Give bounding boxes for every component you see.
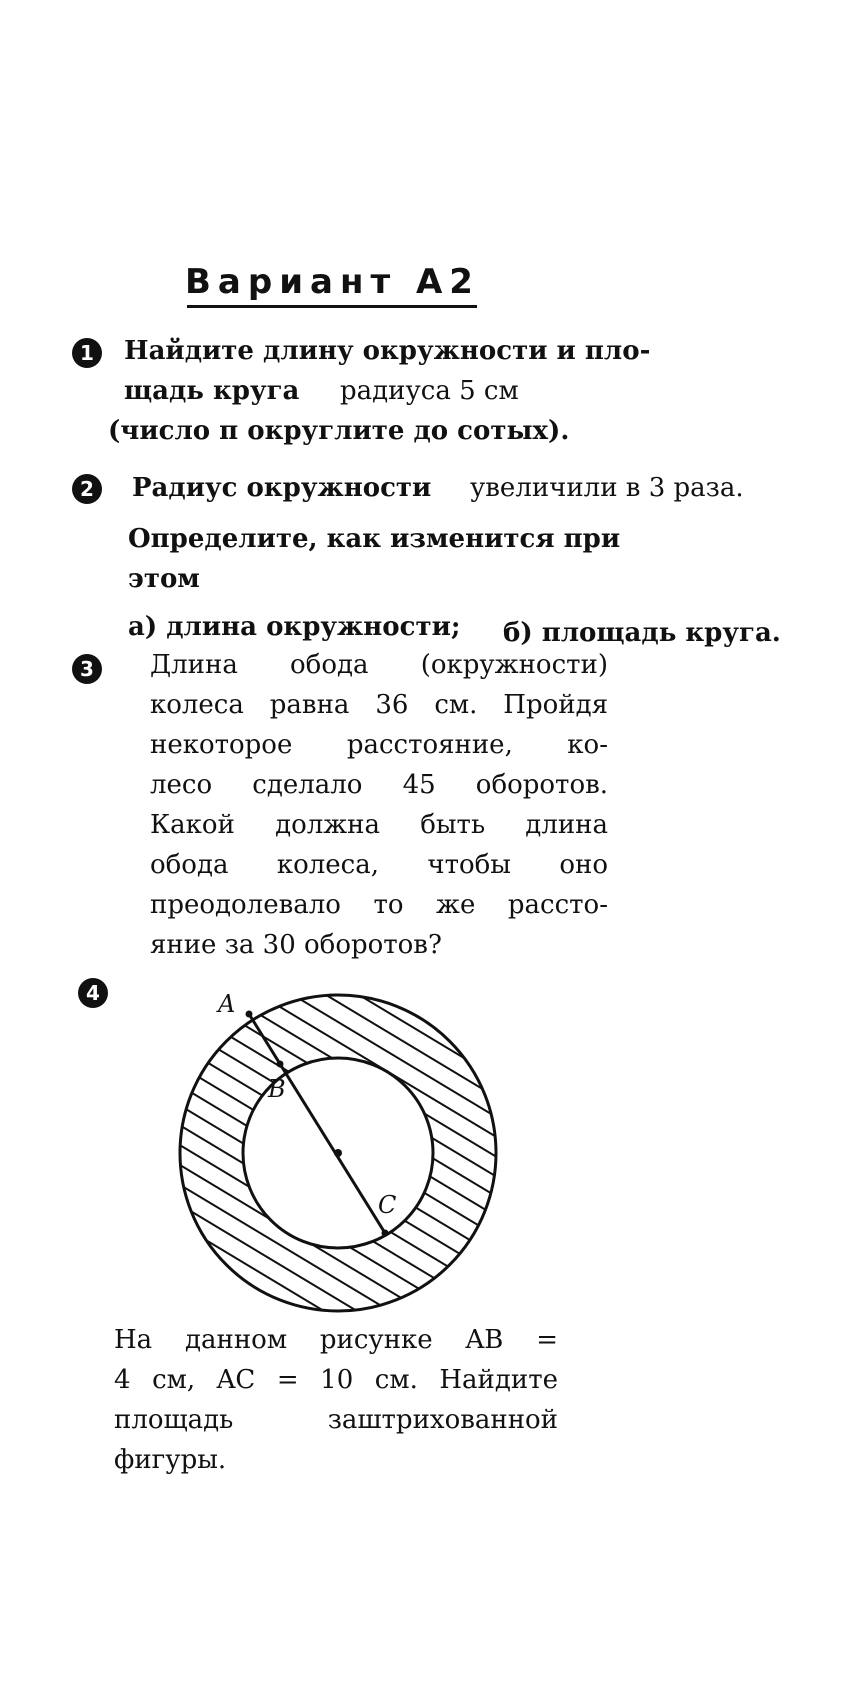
task-2-option-a: а) длина окружности; <box>128 612 461 642</box>
task-3-line-1: Длина обода (окружности) <box>150 650 608 680</box>
annulus-figure <box>160 985 510 1325</box>
task-2-option-b: б) площадь круга. <box>503 618 781 648</box>
task-4-number-badge: 4 <box>78 978 108 1008</box>
task-3-line-8: яние за 30 оборотов? <box>150 930 442 960</box>
point-a <box>246 1011 253 1018</box>
center-point <box>334 1149 342 1157</box>
task-2-number-badge: 2 <box>72 474 102 504</box>
task-3-line-5: Какой должна быть длина <box>150 810 608 840</box>
page-title: Вариант А2 <box>185 262 480 302</box>
task-1-line-3: (число π округлите до сотых). <box>108 416 570 446</box>
task-3-line-7: преодолевало то же рассто- <box>150 890 608 920</box>
label-b: B <box>268 1075 286 1103</box>
title-underline <box>187 305 477 308</box>
task-4-line-1: На данном рисунке AB = <box>114 1325 558 1355</box>
task-1-line-2b: радиуса 5 см <box>340 376 519 406</box>
point-b <box>277 1061 284 1068</box>
task-2-line-1a: Радиус окружности <box>132 473 432 503</box>
task-3-number-badge: 3 <box>72 654 102 684</box>
task-1-number-badge: 1 <box>72 338 102 368</box>
task-3-line-6: обода колеса, чтобы оно <box>150 850 608 880</box>
task-3-line-2: колеса равна 36 см. Пройдя <box>150 690 608 720</box>
task-2-line-2: Определите, как изменится при <box>128 524 621 554</box>
task-3-line-4: лесо сделало 45 оборотов. <box>150 770 608 800</box>
point-c <box>382 1230 389 1237</box>
task-2-line-3: этом <box>128 564 200 594</box>
task-1-line-1: Найдите длину окружности и пло- <box>124 336 651 366</box>
label-a: A <box>218 990 236 1018</box>
task-4-line-3: площадь заштрихованной <box>114 1405 558 1435</box>
task-4-line-2: 4 см, AC = 10 см. Найдите <box>114 1365 558 1395</box>
task-1-line-2a: щадь круга <box>124 376 300 406</box>
label-c: C <box>378 1191 397 1219</box>
task-4-line-4: фигуры. <box>114 1445 227 1475</box>
task-2-line-1b: увеличили в 3 раза. <box>470 473 744 503</box>
task-3-line-3: некоторое расстояние, ко- <box>150 730 608 760</box>
